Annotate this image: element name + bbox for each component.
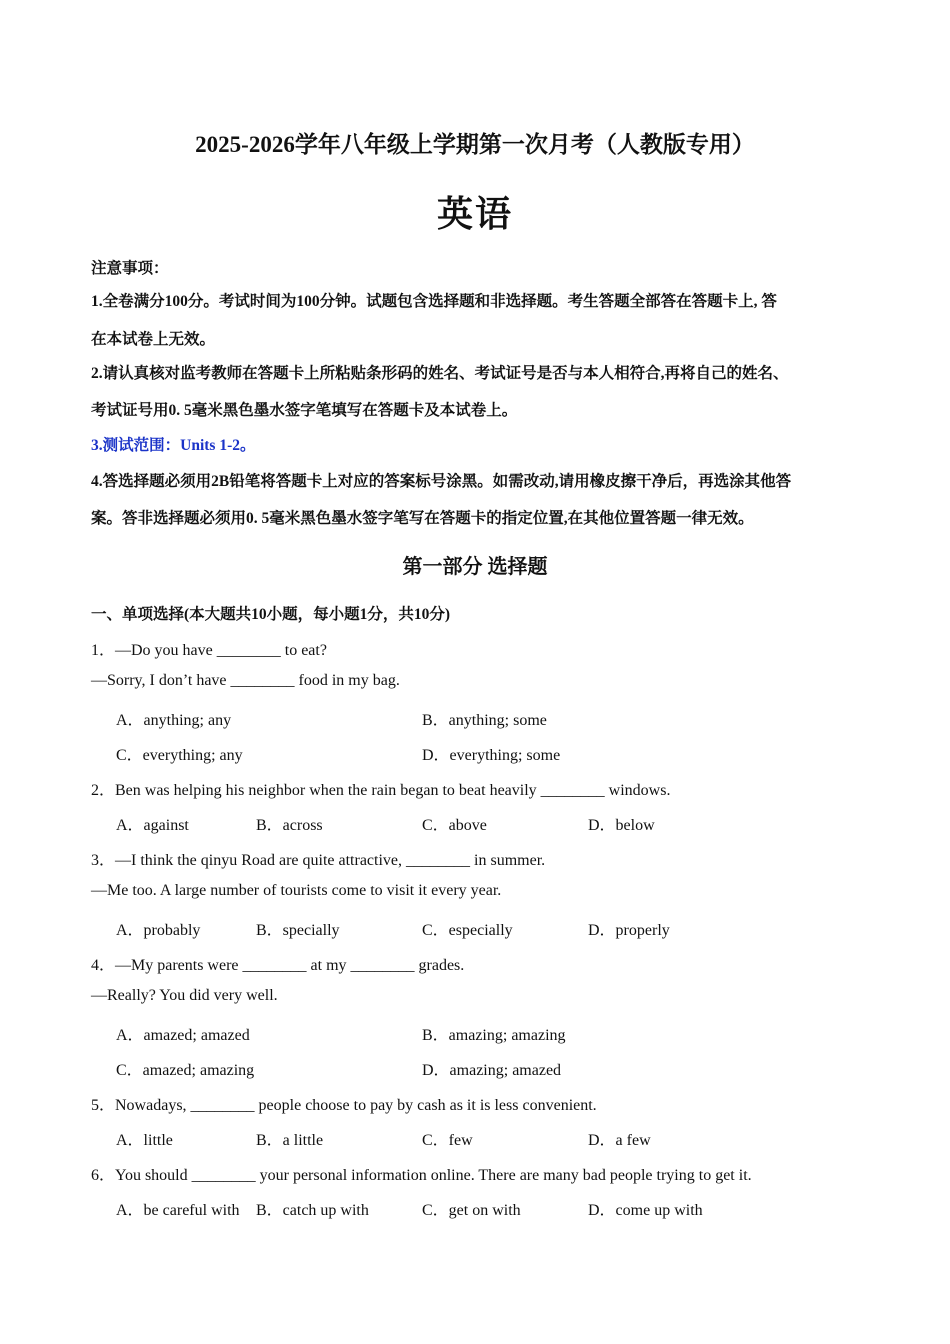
part-title: 第一部分 选择题 [402, 556, 548, 578]
question-2-option-a: A．against [116, 817, 189, 834]
question-1-option-c: C．everything; any [116, 747, 243, 764]
question-2-option-b: B．across [256, 817, 323, 834]
question-4-option-d: D．amazing; amazed [422, 1062, 562, 1079]
question-4-stem: 4．—My parents were ________ at my ________ grades. [91, 957, 465, 974]
question-6-option-c: C．get on with [422, 1202, 521, 1219]
question-1-stem: 1．—Do you have ________ to eat? [91, 642, 327, 659]
question-4-response: —Really? You did very well. [91, 987, 278, 1004]
question-6-stem: 6．You should ________ your personal information online. There are many bad people trying to get it. [91, 1167, 752, 1184]
note-1-line-1: 1.全卷满分100分。考试时间为100分钟。试题包含选择题和非选择题。考生答题全部答在答题卡上, 答 [91, 293, 777, 310]
question-2-stem: 2．Ben was helping his neighbor when the rain began to beat heavily ________ windows. [91, 782, 671, 799]
notes-heading: 注意事项： [91, 260, 169, 277]
question-4-option-a: A．amazed; amazed [116, 1027, 250, 1044]
question-1-option-d: D．everything; some [422, 747, 561, 764]
question-2-option-c: C．above [422, 817, 487, 834]
question-3-option-c: C．especially [422, 922, 513, 939]
question-1-response: —Sorry, I don’t have ________ food in my bag. [91, 672, 400, 689]
note-4-line-2: 案。答非选择题必须用0. 5毫米黑色墨水签字笔写在答题卡的指定位置,在其他位置答题一律无效。 [91, 510, 754, 527]
note-2-line-1: 2.请认真核对监考教师在答题卡上所粘贴条形码的姓名、考试证号是否与本人相符合,再将自己的姓名、 [91, 365, 789, 382]
question-1-option-b: B．anything; some [422, 712, 547, 729]
question-6-option-b: B．catch up with [256, 1202, 369, 1219]
question-6-option-a: A．be careful with [116, 1202, 240, 1219]
question-5-option-b: B．a little [256, 1132, 324, 1149]
question-5-option-c: C．few [422, 1132, 473, 1149]
question-3-option-a: A．probably [116, 922, 201, 939]
question-5-stem: 5．Nowadays, ________ people choose to pay by cash as it is less convenient. [91, 1097, 597, 1114]
question-4-option-b: B．amazing; amazing [422, 1027, 566, 1044]
note-1-line-2: 在本试卷上无效。 [91, 331, 216, 348]
note-4-line-1: 4.答选择题必须用2B铅笔将答题卡上对应的答案标号涂黑。如需改动,请用橡皮擦干净后，再选涂其他答 [91, 473, 792, 490]
question-4-option-c: C．amazed; amazing [116, 1062, 255, 1079]
exam-title: 2025-2026学年八年级上学期第一次月考（人教版专用） [195, 132, 755, 157]
note-3-test-scope: 3.测试范围：Units 1-2。 [91, 437, 256, 454]
question-3-option-d: D．properly [588, 922, 670, 939]
question-3-response: —Me too. A large number of tourists come to visit it every year. [91, 882, 502, 899]
question-5-option-a: A．little [116, 1132, 173, 1149]
note-2-line-2: 考试证号用0. 5毫米黑色墨水签字笔填写在答题卡及本试卷上。 [91, 402, 518, 419]
section-title: 一、单项选择(本大题共10小题，每小题1分，共10分) [91, 606, 451, 623]
question-2-option-d: D．below [588, 817, 655, 834]
question-5-option-d: D．a few [588, 1132, 651, 1149]
question-1-option-a: A．anything; any [116, 712, 232, 729]
question-3-option-b: B．specially [256, 922, 340, 939]
question-3-stem: 3．—I think the qinyu Road are quite attractive, ________ in summer. [91, 852, 546, 869]
question-6-option-d: D．come up with [588, 1202, 703, 1219]
subject-title: 英语 [436, 194, 513, 235]
